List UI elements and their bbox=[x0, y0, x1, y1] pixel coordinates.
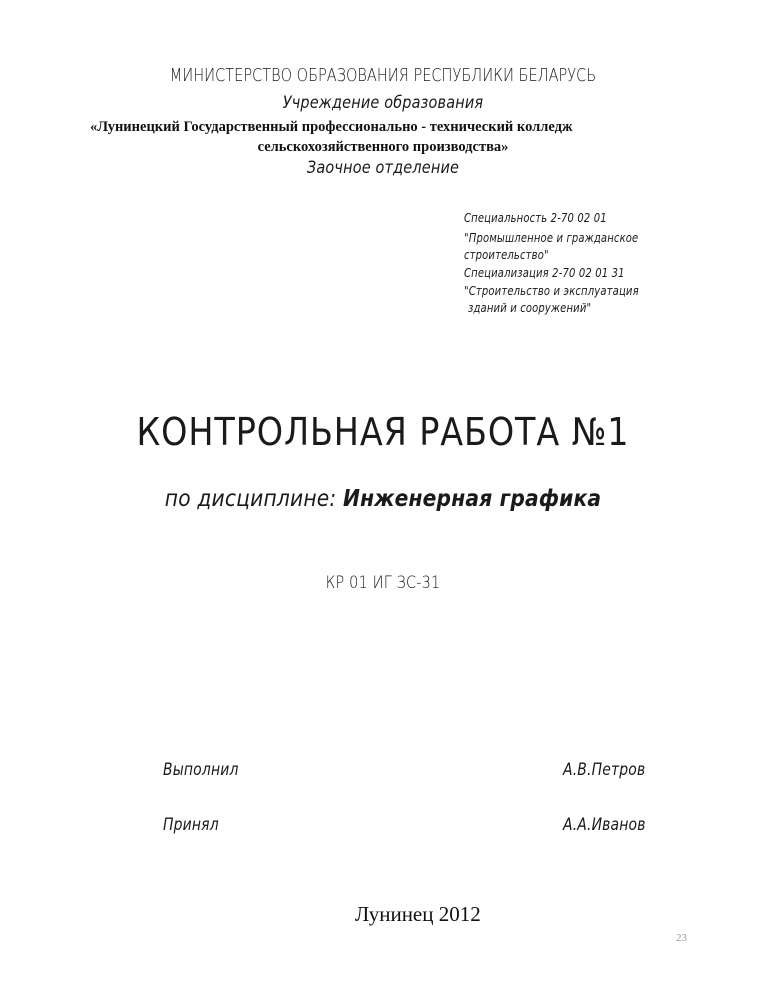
discipline-label: по дисциплине: bbox=[164, 486, 337, 512]
ministry-heading: МИНИСТЕРСТВО ОБРАЗОВАНИЯ РЕСПУБЛИКИ БЕЛАРУСЬ bbox=[169, 66, 597, 86]
discipline-line bbox=[46, 486, 720, 512]
accepted-by-label: Принял bbox=[163, 815, 219, 835]
done-by-label: Выполнил bbox=[163, 760, 239, 780]
institution-type: Учреждение образования bbox=[282, 93, 484, 113]
specialization-line: Специализация 2-70 02 01 31 bbox=[464, 265, 625, 280]
department-name: Заочное отделение bbox=[306, 158, 460, 178]
done-by-name: А.В.Петров bbox=[563, 760, 646, 780]
specialization-name-line: "Строительство и эксплуатация bbox=[464, 283, 639, 298]
document-title: КОНТРОЛЬНАЯ РАБОТА №1 bbox=[136, 410, 630, 454]
specialty-name-line: строительство" bbox=[464, 247, 549, 262]
document-code: КР 01 ИГ ЗС-31 bbox=[325, 573, 441, 593]
specialty-name-line: "Промышленное и гражданское bbox=[464, 230, 639, 245]
city-year: Лунинец 2012 bbox=[355, 902, 481, 926]
accepted-by-name: А.А.Иванов bbox=[563, 815, 646, 835]
college-name-line1: «Лунинецкий Государственный профессионально - технический колледж bbox=[90, 119, 573, 135]
specialization-name-line: зданий и сооружений" bbox=[468, 300, 592, 315]
discipline-value: Инженерная графика bbox=[342, 486, 602, 512]
page-number: 23 bbox=[676, 932, 687, 944]
specialty-line: Специальность 2-70 02 01 bbox=[464, 210, 607, 225]
college-name-line2: сельскохозяйственного производства» bbox=[257, 139, 509, 155]
